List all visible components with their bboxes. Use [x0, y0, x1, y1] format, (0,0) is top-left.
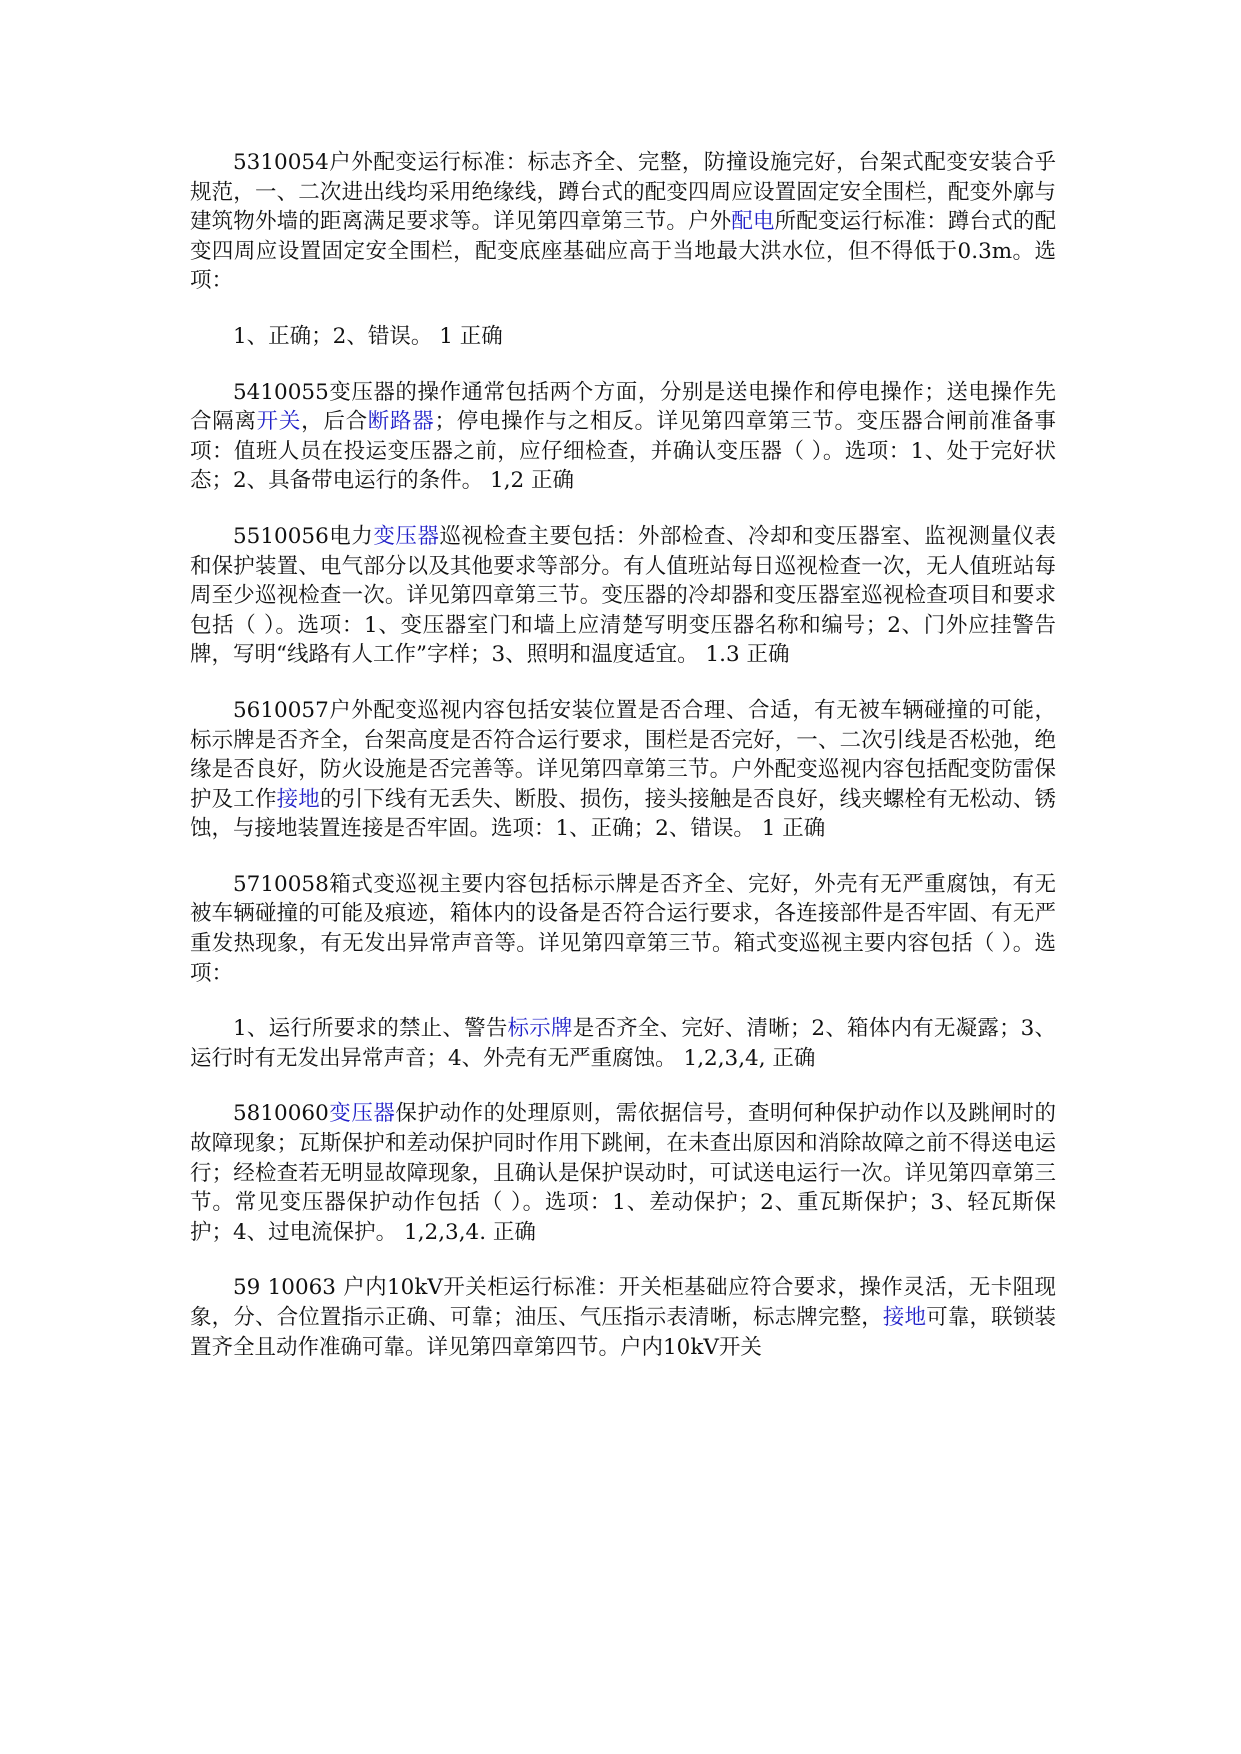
paragraph-5310054	[190, 148, 1056, 296]
text-segment: ，后合	[301, 409, 368, 435]
paragraph-5910063	[190, 1273, 1056, 1362]
document-body	[190, 148, 1056, 1388]
text-segment: 保护动作的处理原则，需依据信号，查明何种保护动作以及跳闸时的故障现象；瓦斯保护和差动保护同时作用下跳闸，在未查出原因和消除故障之前不得送电运行；经检查若无明显故障现象，且确认是保护误动时，可试送电运行一次。详见第四章第三节。常见变压器保护动作包括（ ）。选项：1、差动保护；2、重瓦斯保护；3、轻瓦斯保护；4、过电流保护。 1,2,3,4. 正确	[190, 1101, 1056, 1245]
text-segment: 59 10063 户内10kV开关柜运行标准：开关柜基础应符合要求，操作灵活，无卡阻现象，分、合位置指示正确、可靠；油压、气压指示表清晰，标志牌完整，	[190, 1275, 1056, 1330]
paragraph-5810060	[190, 1099, 1056, 1247]
text-segment: 5410055变压器的操作通常包括两个方面，分别是送电操作和停电操作；送电操作先合隔离	[190, 379, 1056, 435]
text-segment: 5710058箱式变巡视主要内容包括标示牌是否齐全、完好，外壳有无严重腐蚀，有无被车辆碰撞的可能及痕迹，箱体内的设备是否符合运行要求，各连接部件是否牢固、有无严重发热现象，有无发出异常声音等。详见第四章第三节。箱式变巡视主要内容包括（ ）。选项：	[190, 871, 1056, 986]
text-segment: 5610057户外配变巡视内容包括安装位置是否合理、合适，有无被车辆碰撞的可能，标示牌是否齐全，台架高度是否符合运行要求，围栏是否完好，一、二次引线是否松弛，绝缘是否良好，防火设施是否完善等。详见第四章第三节。户外配变巡视内容包括配变防雷保护及工作	[190, 697, 1056, 812]
paragraph-5710058	[190, 870, 1056, 988]
text-segment: 所配变运行标准：蹲台式的配变四周应设置固定安全围栏，配变底座基础应高于当地最大洪水位，但不得低于0.3m。选项：	[190, 209, 1056, 294]
paragraph-options	[190, 1014, 1056, 1073]
text-segment: 5310054户外配变运行标准：标志齐全、完整，防撞设施完好，台架式配变安装合乎规范，一、二次进出线均采用绝缘线，蹲台式的配变四周应设置固定安全围栏，配变外廓与建筑物外墙的距离满足要求等。详见第四章第三节。户外	[190, 150, 1056, 235]
text-segment: 1、运行所要求的禁止、警告	[233, 1016, 508, 1042]
link-bianyaqi[interactable]: 变压器	[328, 1101, 396, 1127]
text-segment: 可靠，联锁装置齐全且动作准确可靠。详见第四章第四节。户内10kV开关	[190, 1305, 1056, 1360]
paragraph-5510056	[190, 522, 1056, 670]
link-duanluqi[interactable]: 断路器	[367, 409, 435, 435]
link-bianyaqi[interactable]: 变压器	[373, 523, 440, 549]
link-jiedi[interactable]: 接地	[882, 1305, 927, 1330]
text-segment: 1、正确；2、错误。 1 正确	[233, 323, 503, 349]
paragraph-options	[190, 322, 1056, 352]
text-segment: 是否齐全、完好、清晰；2、箱体内有无凝露；3、运行时有无发出异常声音；4、外壳有无严重腐蚀。 1,2,3,4, 正确	[190, 1016, 1056, 1071]
link-peidian[interactable]: 配电	[731, 209, 775, 235]
text-segment: 5510056电力	[233, 523, 374, 549]
paragraph-5410055	[190, 378, 1056, 496]
text-segment: ；停电操作与之相反。详见第四章第三节。变压器合闸前准备事项：值班人员在投运变压器之前，应仔细检查，并确认变压器（ ）。选项：1、处于完好状态；2、具备带电运行的条件。 1,2 正确	[190, 409, 1056, 494]
link-kaiguan[interactable]: 开关	[256, 409, 302, 435]
text-segment: 5810060	[233, 1101, 329, 1127]
link-biaoshipai[interactable]: 标示牌	[507, 1016, 573, 1042]
paragraph-5610057	[190, 696, 1056, 844]
link-jiedi[interactable]: 接地	[276, 786, 320, 812]
text-segment: 的引下线有无丢失、断股、损伤，接头接触是否良好，线夹螺栓有无松动、锈蚀，与接地装置连接是否牢固。选项：1、正确；2、错误。 1 正确	[190, 786, 1056, 842]
text-segment: 巡视检查主要包括：外部检查、冷却和变压器室、监视测量仪表和保护装置、电气部分以及其他要求等部分。有人值班站每日巡视检查一次，无人值班站每周至少巡视检查一次。详见第四章第三节。变压器的冷却器和变压器室巡视检查项目和要求包括（ ）。选项：1、变压器室门和墙上应清楚写明变压器名称和编号；2、门外应挂警告牌，写明“线路有人工作”字样；3、照明和温度适宜。 1.3 正确	[190, 523, 1056, 668]
